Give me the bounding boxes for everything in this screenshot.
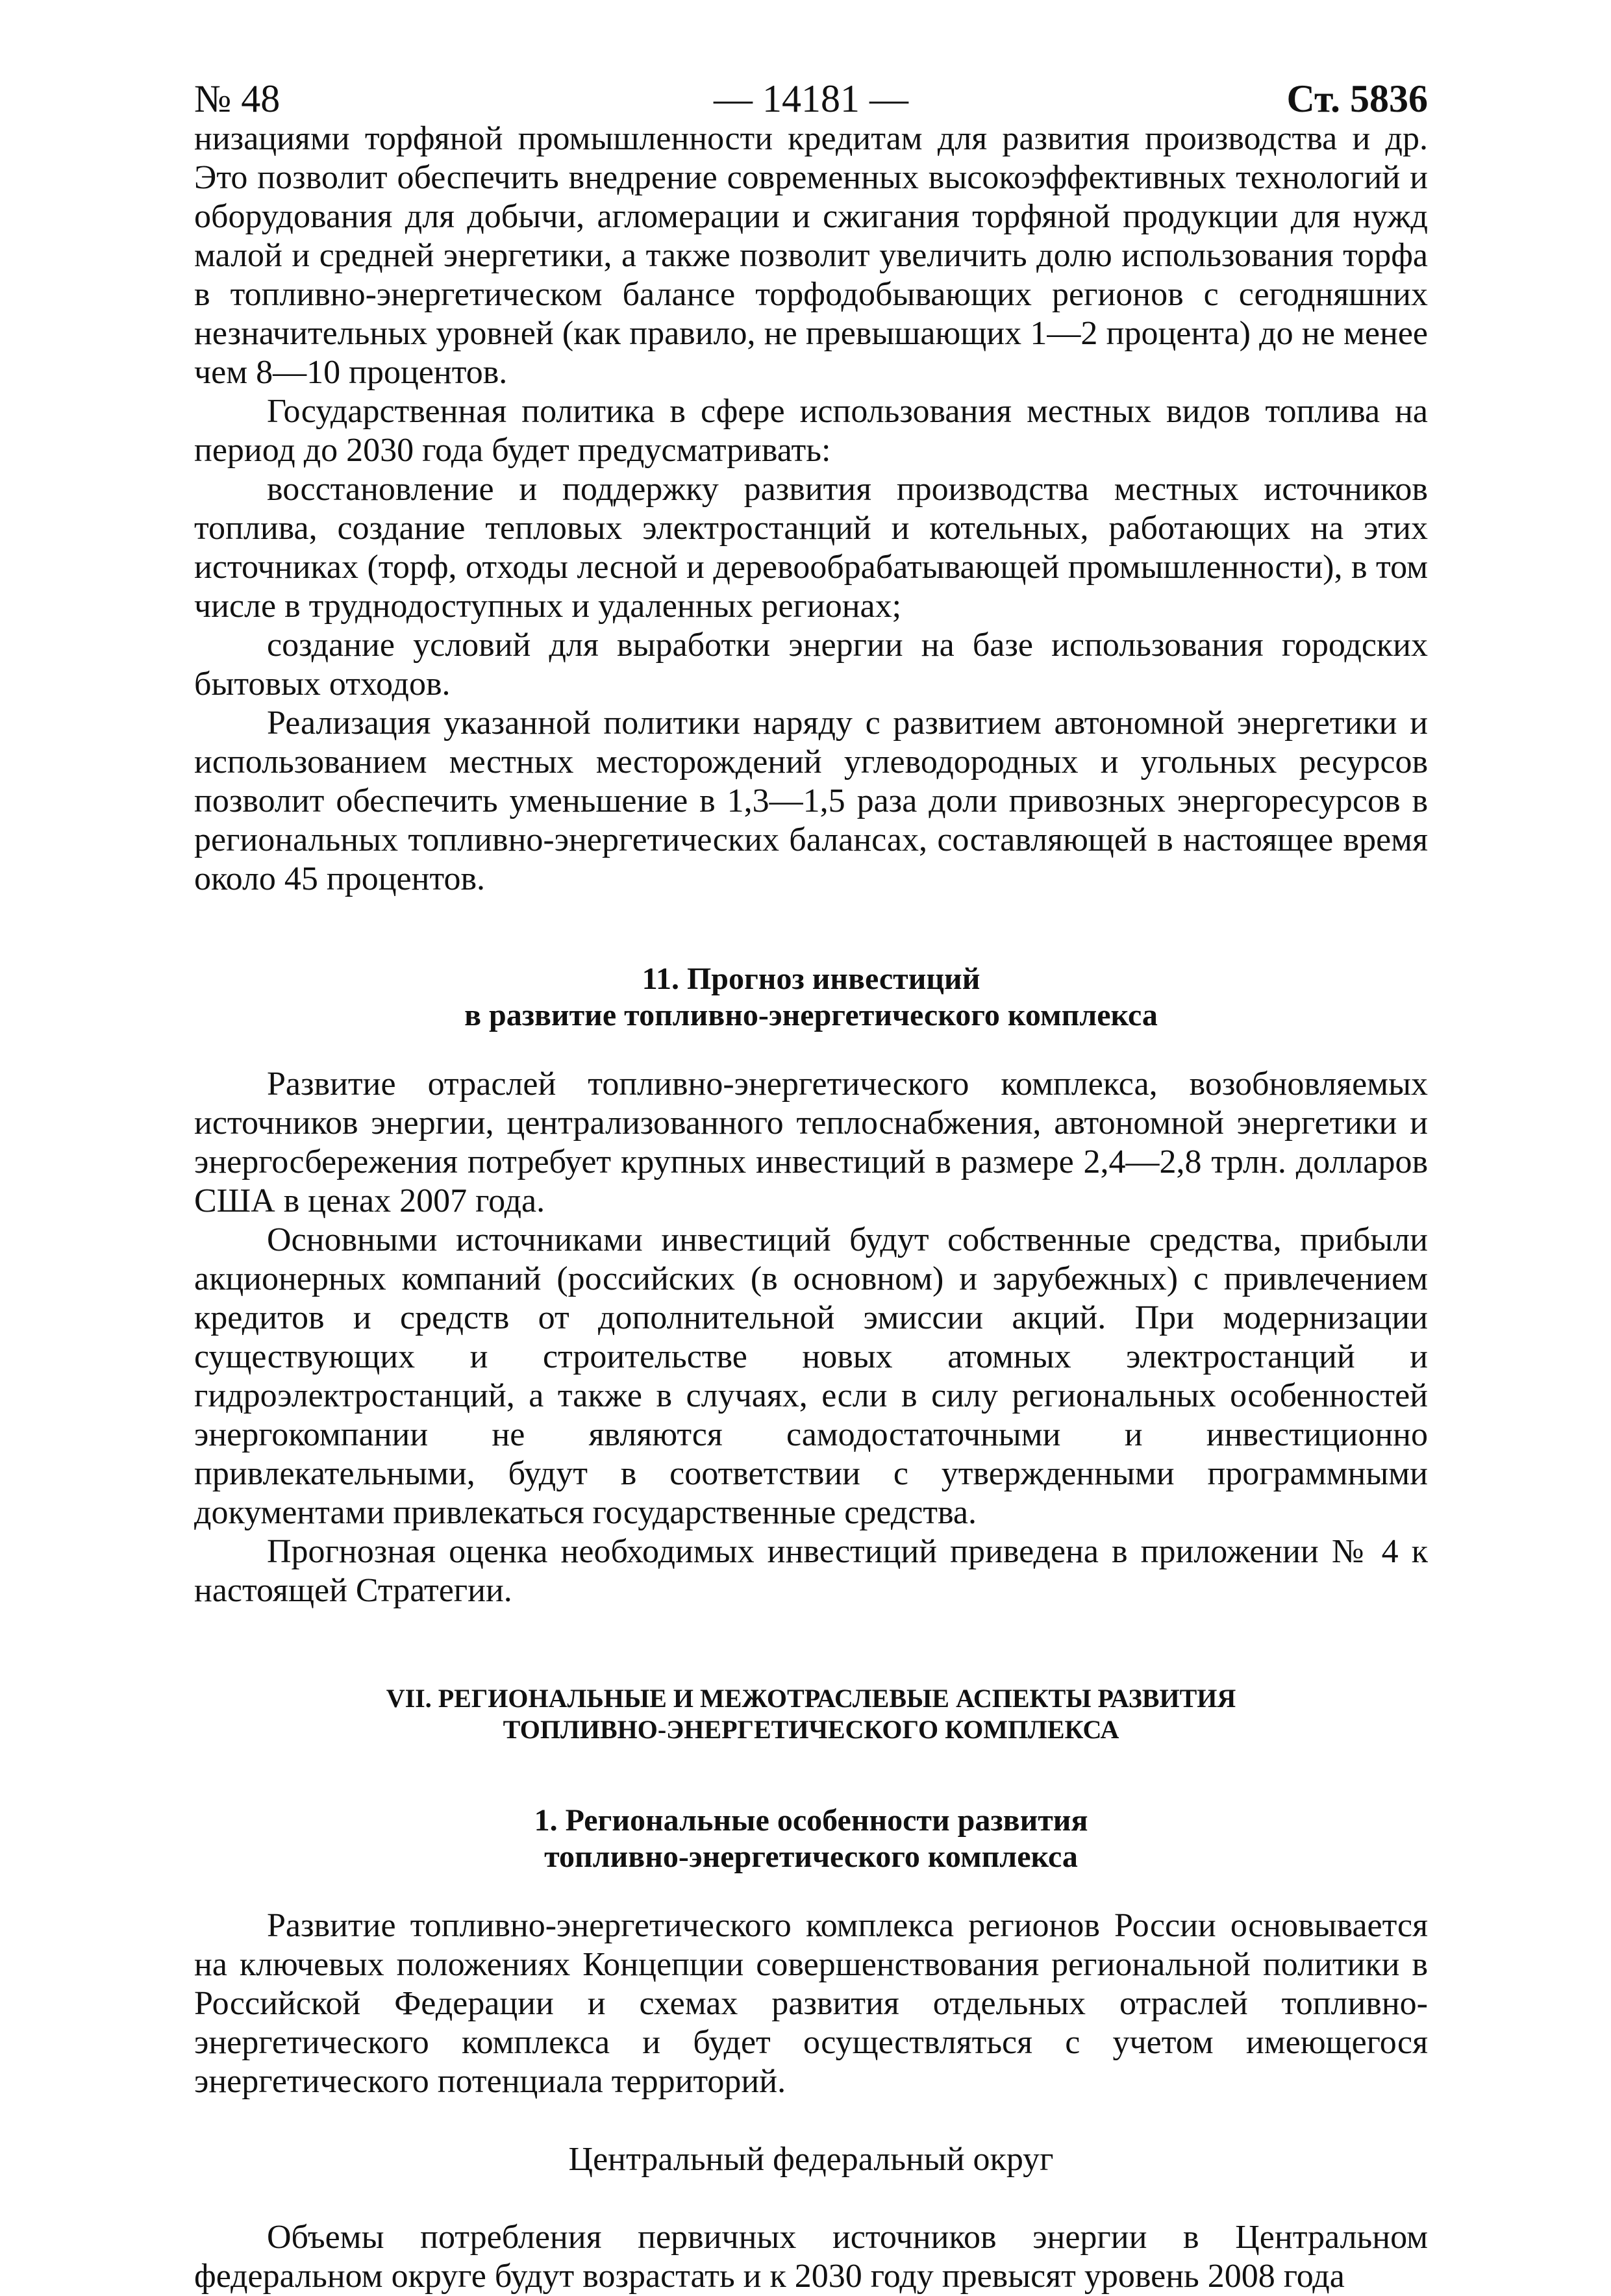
paragraph: Развитие отраслей топливно-энергетического комплекса, возобновляемых источников энергии, централизованного теплоснабжения, автономной энергетики и энергосбережения потребует крупных инвестиций в размере 2,4—2,8 трлн. долларов США в ценах 2007 года. (194, 1066, 1428, 1219)
page-number: — 14181 — (714, 77, 908, 120)
subsection-heading: Центральный федеральный округ (568, 2141, 1054, 2178)
document-page (194, 73, 1428, 2296)
paragraph: Объемы потребления первичных источников энергии в Центральном федеральном округе будут возрастать и к 2030 году превысят уровень 2008 года (194, 2219, 1428, 2295)
paragraph: Государственная политика в сфере использования местных видов топлива на период до 2030 года будет предусматривать: (194, 393, 1428, 469)
article-number: Ст. 5836 (1286, 77, 1428, 120)
part-7-heading: VII. РЕГИОНАЛЬНЫЕ И МЕЖОТРАСЛЕВЫЕ АСПЕКТЫ РАЗВИТИЯ ТОПЛИВНО-ЭНЕРГЕТИЧЕСКОГО КОМПЛЕКСА (386, 1684, 1236, 1744)
paragraph: создание условий для выработки энергии на базе использования городских бытовых отходов. (194, 627, 1428, 703)
document-body (194, 119, 1428, 2296)
section-11-heading: 11. Прогноз инвестиций в развитие топливно-энергетического комплекса (464, 962, 1158, 1032)
page-header (194, 73, 1428, 125)
paragraph: Реализация указанной политики наряду с развитием автономной энергетики и использованием местных месторождений углеводородных и угольных ресурсов позволит обеспечить уменьшение в 1,3—1,5 раза доли привозных энергоресурсов в региональных топливно-энергетических балансах, составляющей в настоящее время около 45 процентов. (194, 705, 1428, 897)
issue-number: № 48 (194, 77, 281, 120)
paragraph: Развитие топливно-энергетического комплекса регионов России основывается на ключевых положениях Концепции совершенствования региональной политики в Российской Федерации и схемах развития отдельных отраслей топливно-энергетического комплекса и будет осуществляться с учетом имеющегося энергетического потенциала территорий. (194, 1907, 1428, 2100)
paragraph-continued: низациями торфяной промышленности кредитам для развития производства и др. Это позволит обеспечить внедрение современных высокоэффективных технологий и оборудования для добычи, агломерации и сжигания торфяной продукции для нужд малой и средней энергетики, а также позволит увеличить долю использования торфа в топливно-энергетическом балансе торфодобывающих регионов с сегодняшних незначительных уровней (как правило, не превышающих 1—2 процента) до не менее чем 8—10 процентов. (194, 120, 1428, 391)
paragraph: Прогнозная оценка необходимых инвестиций приведена в приложении № 4 к настоящей Стратегии. (194, 1533, 1428, 1609)
section-1-heading: 1. Региональные особенности развития топливно-энергетического комплекса (534, 1803, 1088, 1874)
paragraph: восстановление и поддержку развития производства местных источников топлива, создание тепловых электростанций и котельных, работающих на этих источниках (торф, отходы лесной и деревообрабатывающей промышленности), в том числе в труднодоступных и удаленных регионах; (194, 471, 1428, 625)
paragraph: Основными источниками инвестиций будут собственные средства, прибыли акционерных компаний (российских (в основном) и зарубежных) с привлечением кредитов и средств от дополнительной эмиссии акций. При модернизации существующих и строительстве новых атомных электростанций и гидроэлектростанций, а также в случаях, если в силу региональных особенностей энергокомпании не являются самодостаточными и инвестиционно привлекательными, будут в соответствии с утвержденными программными документами привлекаться государственные средства. (194, 1221, 1428, 1531)
